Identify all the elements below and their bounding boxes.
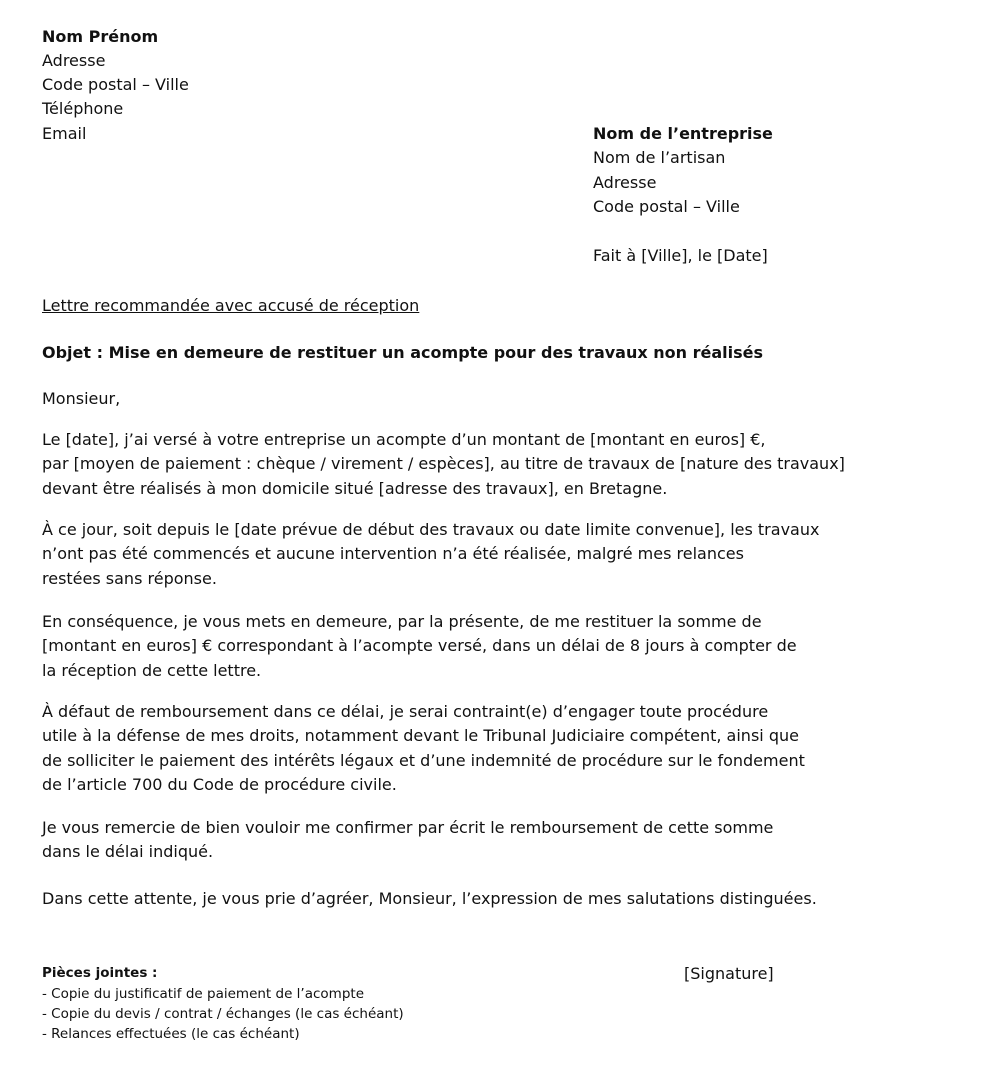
mail-type: Lettre recommandée avec accusé de réception bbox=[42, 296, 420, 315]
recipient-company: Nom de l’entreprise bbox=[593, 124, 773, 143]
attachments-title: Pièces jointes : bbox=[42, 965, 158, 981]
paragraph-line: par [moyen de paiement : chèque / virement / espèces], au titre de travaux de [nature des travaux] bbox=[42, 454, 845, 474]
paragraph-line: À défaut de remboursement dans ce délai, je serai contraint(e) d’engager toute procédure bbox=[42, 702, 769, 721]
paragraph-line: de l’article 700 du Code de procédure civile. bbox=[42, 774, 397, 794]
signature-placeholder: [Signature] bbox=[684, 964, 774, 983]
paragraph-line: Je vous remercie de bien vouloir me confirmer par écrit le remboursement de cette somme bbox=[42, 818, 774, 837]
sender-email: Email bbox=[42, 124, 87, 143]
paragraph-2 bbox=[42, 518, 819, 591]
paragraph-line: restées sans réponse. bbox=[42, 568, 217, 588]
sender-name: Nom Prénom bbox=[42, 27, 159, 46]
paragraph-line: n’ont pas été commencés et aucune intervention n’a été réalisée, malgré mes relances bbox=[42, 544, 744, 564]
paragraph-4 bbox=[42, 700, 805, 797]
paragraph-3 bbox=[42, 610, 797, 683]
paragraph-line: En conséquence, je vous mets en demeure, par la présente, de me restituer la somme de bbox=[42, 612, 762, 631]
paragraph-line: [montant en euros] € correspondant à l’acompte versé, dans un délai de 8 jours à compter de bbox=[42, 636, 797, 656]
attachment-item: - Copie du justificatif de paiement de l’acompte bbox=[42, 986, 364, 1002]
attachment-item: - Copie du devis / contrat / échanges (le cas échéant) bbox=[42, 1006, 404, 1022]
paragraph-line: la réception de cette lettre. bbox=[42, 660, 262, 680]
paragraph-line: devant être réalisés à mon domicile situé [adresse des travaux], en Bretagne. bbox=[42, 478, 668, 498]
paragraph-line: À ce jour, soit depuis le [date prévue de début des travaux ou date limite convenue], les travaux bbox=[42, 520, 820, 539]
sender-city: Code postal – Ville bbox=[42, 75, 189, 94]
paragraph-line: utile à la défense de mes droits, notamment devant le Tribunal Judiciaire compétent, ainsi que bbox=[42, 726, 799, 746]
place-date: Fait à [Ville], le [Date] bbox=[593, 246, 768, 265]
paragraph-line: de solliciter le paiement des intérêts légaux et d’une indemnité de procédure sur le fondement bbox=[42, 750, 805, 770]
attachment-item: - Relances effectuées (le cas échéant) bbox=[42, 1026, 300, 1042]
recipient-city: Code postal – Ville bbox=[593, 197, 740, 216]
paragraph-line: Le [date], j’ai versé à votre entreprise un acompte d’un montant de [montant en euros] €, bbox=[42, 430, 766, 449]
sender-address: Adresse bbox=[42, 51, 106, 70]
recipient-artisan: Nom de l’artisan bbox=[593, 148, 726, 167]
subject-line: Objet : Mise en demeure de restituer un acompte pour des travaux non réalisés bbox=[42, 343, 764, 362]
recipient-address: Adresse bbox=[593, 173, 657, 192]
sender-phone: Téléphone bbox=[42, 99, 124, 118]
paragraph-6 bbox=[42, 887, 817, 911]
salutation: Monsieur, bbox=[42, 389, 121, 408]
paragraph-line: Dans cette attente, je vous prie d’agréer, Monsieur, l’expression de mes salutations distinguées. bbox=[42, 889, 817, 908]
paragraph-line: dans le délai indiqué. bbox=[42, 842, 214, 862]
paragraph-1 bbox=[42, 428, 845, 501]
paragraph-5 bbox=[42, 816, 773, 865]
